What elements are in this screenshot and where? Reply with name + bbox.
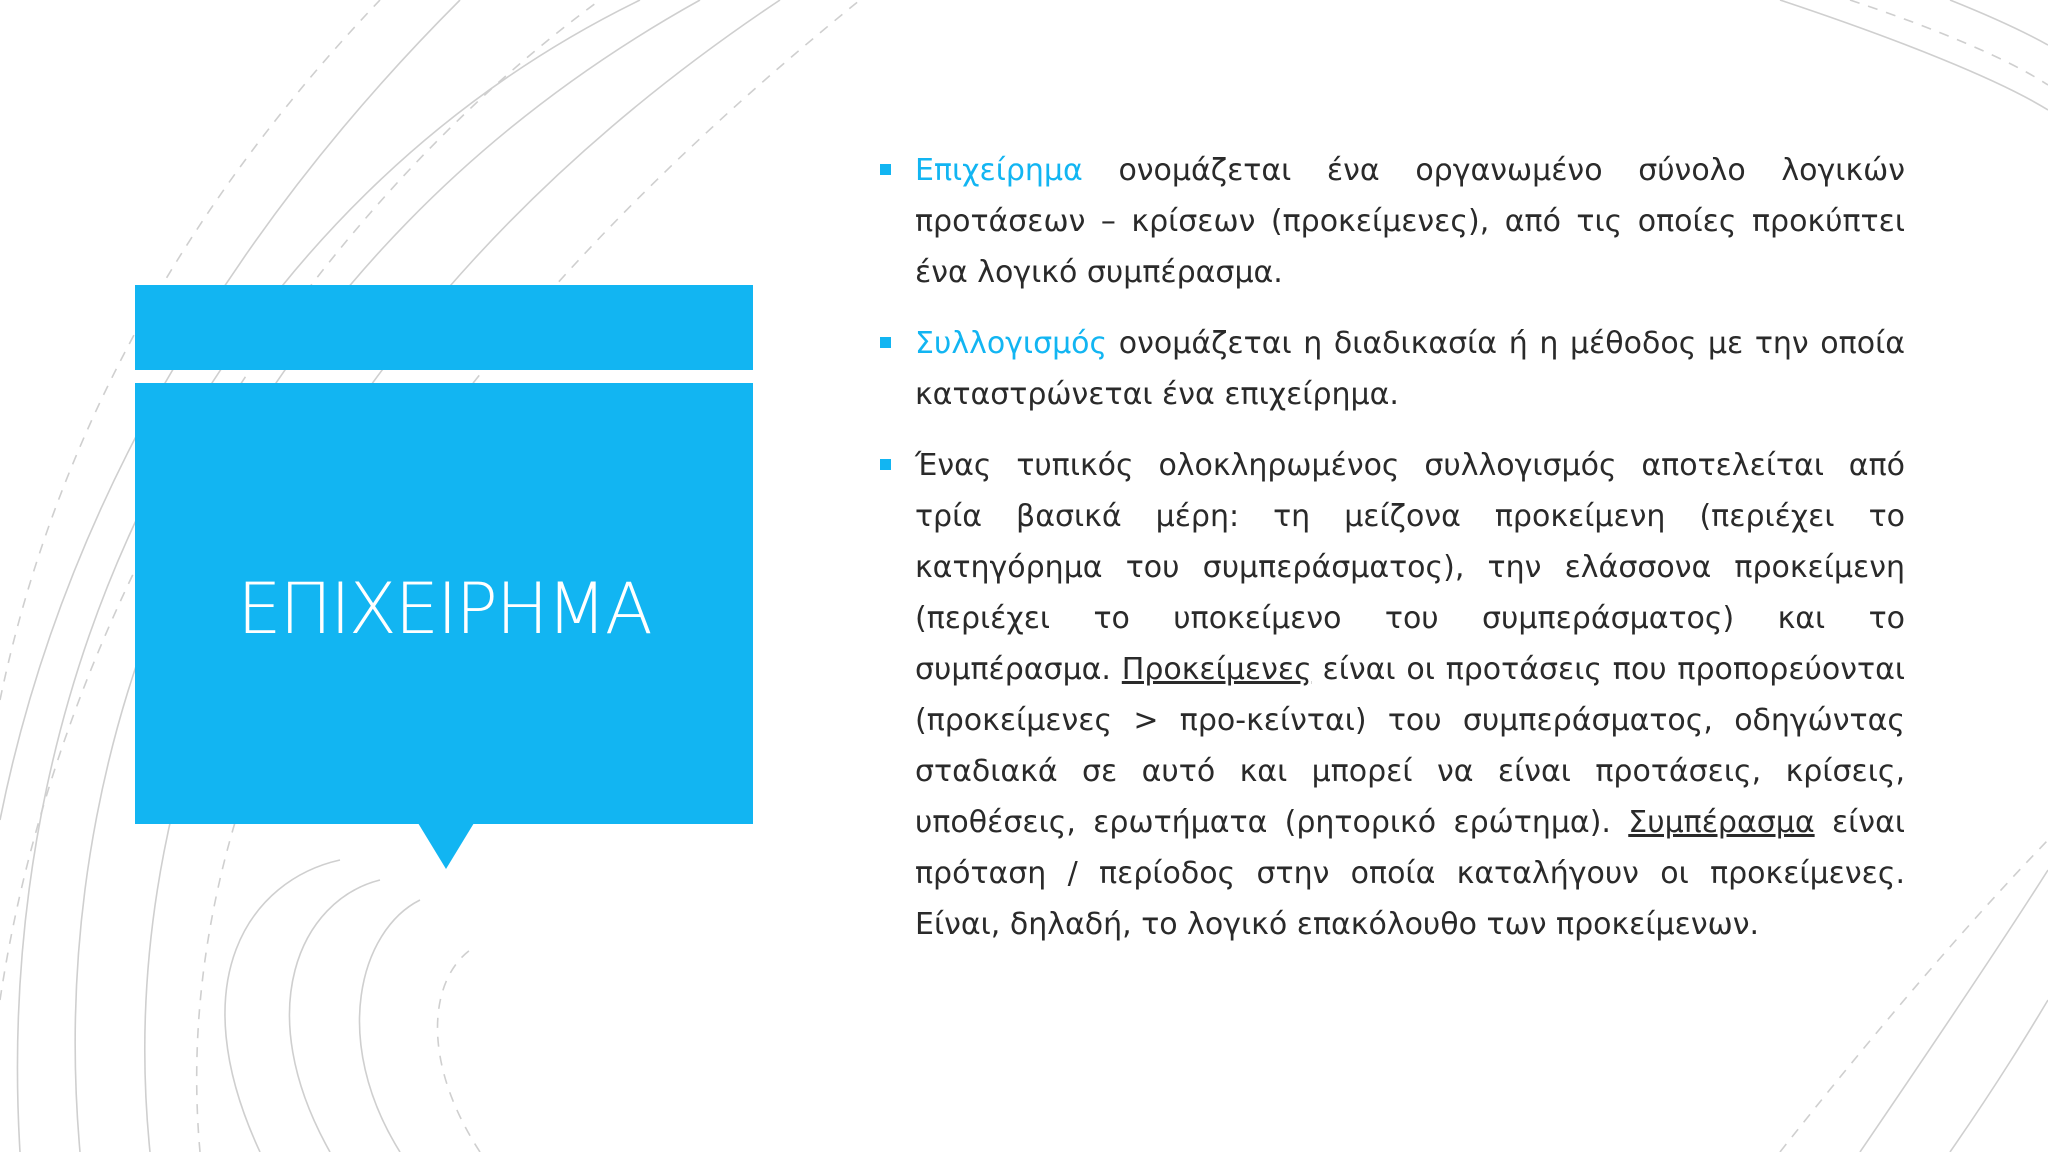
bullet-text: ονομάζεται ένα οργανωμένο σύνολο λογικών προτάσεων – κρίσεων (προκείμενες), από τις οποίες προκύπτει ένα λογικό συμπέρασμα. xyxy=(915,153,1905,290)
title-callout-box xyxy=(135,383,753,824)
bullet-item-argument xyxy=(880,145,1905,298)
square-bullet-icon xyxy=(880,337,891,348)
underlined-term-conclusion: Συμπέρασμα xyxy=(1628,805,1815,840)
bullet-list xyxy=(880,145,1905,970)
bullet-item-structure xyxy=(880,440,1905,950)
square-bullet-icon xyxy=(880,164,891,175)
title-accent-bar xyxy=(135,285,753,370)
square-bullet-icon xyxy=(880,459,891,470)
callout-pointer xyxy=(418,823,474,869)
term-syllogism: Συλλογισμός xyxy=(915,326,1108,361)
bullet-text: είναι πρόταση / περίοδος στην οποία καταλήγουν οι προκείμενες. Είναι, δηλαδή, το λογικό επακόλουθο των προκείμενων. xyxy=(915,805,1905,942)
bullet-text: είναι οι προτάσεις που προπορεύονται (προκείμενες > προ-κείνται) του συμπεράσματος, οδηγώντας σταδιακά σε αυτό και μπορεί να είναι προτάσεις, κρίσεις, υποθέσεις, ερωτήματα (ρητορικό ερώτημα). xyxy=(915,652,1905,840)
underlined-term-premises: Προκείμενες xyxy=(1121,652,1312,687)
bullet-text: ονομάζεται η διαδικασία ή η μέθοδος με την οποία καταστρώνεται ένα επιχείρημα. xyxy=(915,326,1905,412)
slide-title: ΕΠΙΧΕΙΡΗΜΑ xyxy=(237,567,651,650)
bullet-text: Ένας τυπικός ολοκληρωμένος συλλογισμός αποτελείται από τρία βασικά μέρη: τη μείζονα προκείμενη (περιέχει το κατηγόρημα του συμπεράσματος), την ελάσσονα προκείμενη (περιέχει το υποκείμενο του συμπεράσματος) και το συμπέρασμα. xyxy=(915,448,1905,687)
term-argument: Επιχείρημα xyxy=(915,153,1083,188)
bullet-item-syllogism xyxy=(880,318,1905,420)
